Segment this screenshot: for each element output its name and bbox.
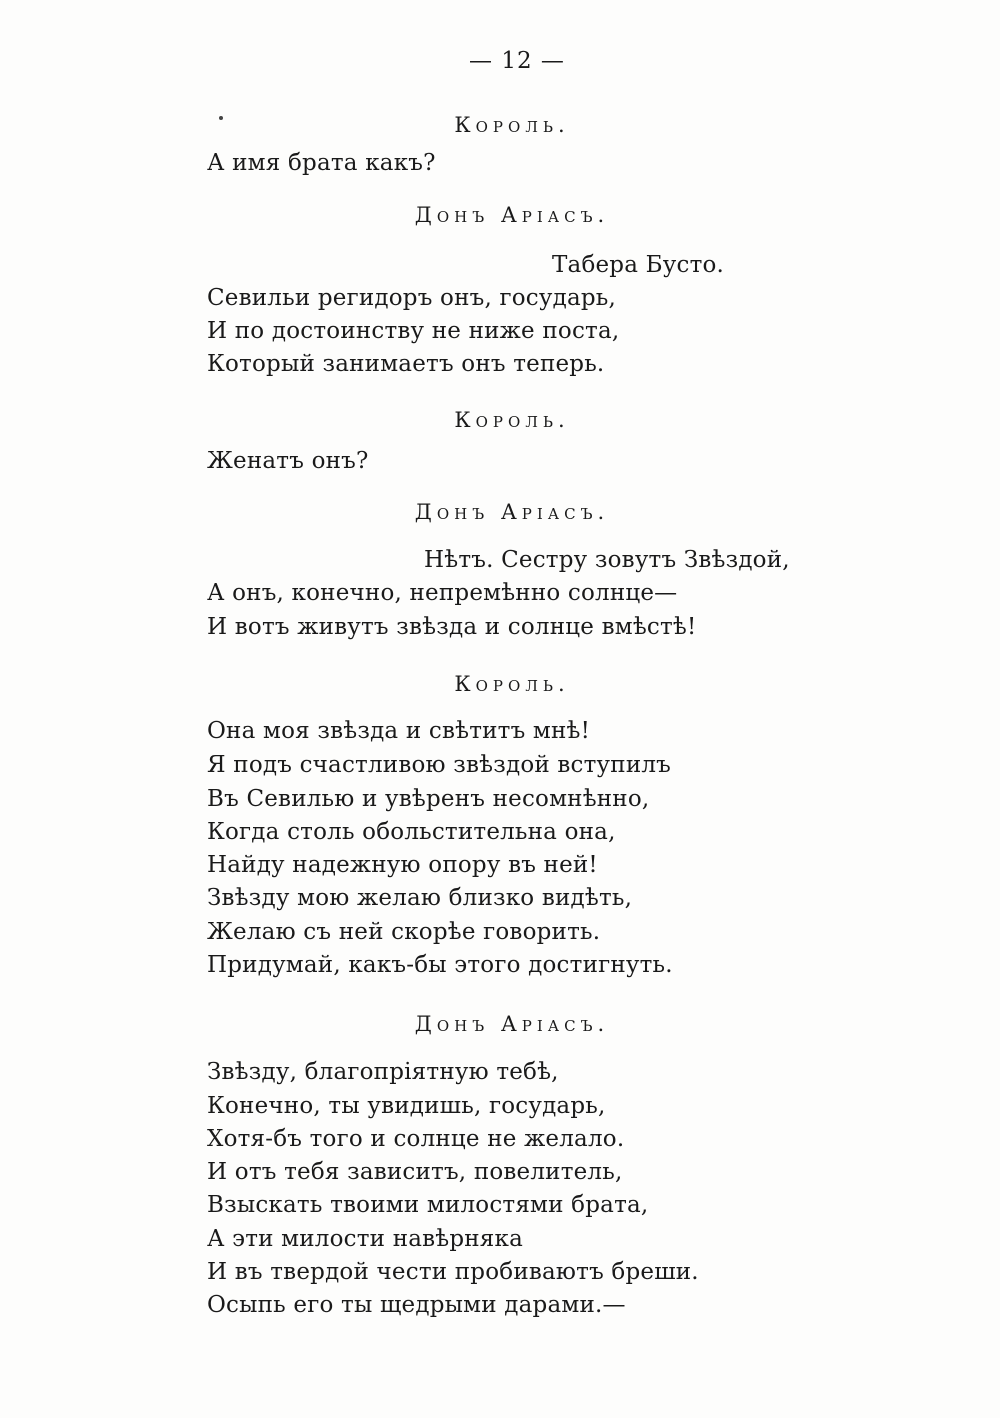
verse-line: Женатъ онъ?	[207, 448, 369, 474]
speaker-name: Король.	[454, 672, 570, 696]
speaker-name: Донъ Аріасъ.	[414, 1012, 610, 1036]
speaker-name: Донъ Аріасъ.	[414, 203, 610, 227]
verse-line: А онъ, конечно, непремѣнно солнце—	[207, 580, 678, 606]
verse-line: И вотъ живутъ звѣзда и солнце вмѣстѣ!	[207, 614, 697, 640]
verse-line: И въ твердой чести пробиваютъ бреши.	[207, 1259, 699, 1285]
verse-line: Звѣзду, благопріятную тебѣ,	[207, 1059, 559, 1085]
verse-line: А имя брата какъ?	[207, 150, 436, 176]
verse-line: Я подъ счастливою звѣздой вступилъ	[207, 752, 671, 778]
verse-line: А эти милости навѣрняка	[207, 1226, 524, 1252]
verse-line: Севильи регидоръ онъ, государь,	[207, 285, 617, 311]
verse-line: Придумай, какъ-бы этого достигнуть.	[207, 952, 673, 978]
verse-line: Когда столь обольстительна она,	[207, 819, 616, 845]
verse-line: Нѣтъ. Сестру зовутъ Звѣздой,	[424, 547, 790, 573]
speaker-name: Король.	[454, 408, 570, 432]
verse-line: Звѣзду мою желаю близко видѣть,	[207, 885, 633, 911]
verse-line: Осыпь его ты щедрыми дарами.—	[207, 1292, 626, 1318]
verse-line: Въ Севилью и увѣренъ несомнѣнно,	[207, 786, 650, 812]
verse-line: И по достоинству не ниже поста,	[207, 318, 620, 344]
speaker-name: Король.	[454, 113, 570, 137]
verse-line: Желаю съ ней скорѣе говорить.	[207, 919, 601, 945]
verse-line: Хотя-бъ того и солнце не желало.	[207, 1126, 625, 1152]
verse-line: И отъ тебя зависитъ, повелитель,	[207, 1159, 623, 1185]
speaker-name: Донъ Аріасъ.	[414, 500, 610, 524]
verse-line: Конечно, ты увидишь, государь,	[207, 1093, 606, 1119]
verse-line: Она моя звѣзда и свѣтитъ мнѣ!	[207, 718, 591, 744]
verse-line: Который занимаетъ онъ теперь.	[207, 351, 605, 377]
verse-line: Найду надежную опору въ ней!	[207, 852, 598, 878]
page-number: — 12 —	[469, 48, 565, 74]
verse-line: Взыскать твоими милостями брата,	[207, 1192, 649, 1218]
verse-line: Табера Бусто.	[552, 252, 725, 278]
